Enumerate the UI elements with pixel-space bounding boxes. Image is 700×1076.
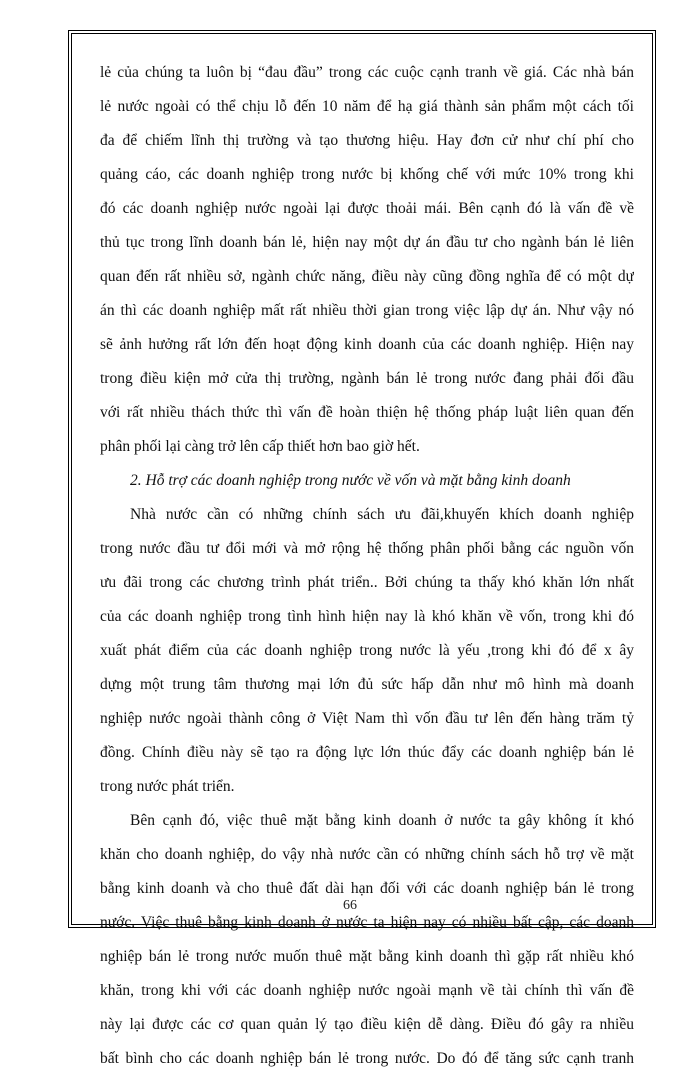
text-line: nghiệp nước ngoài thành công ở Việt Nam thì vốn đầu tư lên đến hàng trăm tỷ [100,710,634,727]
text-line: nước. Việc thuê bằng kinh doanh ở nước ta hiện nay có nhiều bất cập, các doanh [100,914,634,931]
text-line: bất bình cho các doanh nghiệp bán lẻ trong nước. Do đó để tăng sức cạnh tranh [100,1050,634,1067]
paragraph-1 [100,56,634,464]
paragraph-3 [100,804,634,1076]
text-line: của các doanh nghiệp trong tình hình hiện nay là khó khăn về vốn, trong khi đó [100,608,634,625]
page-number: 66 [343,898,357,913]
text-line: trong điều kiện mở cửa thị trường, ngành bán lẻ trong nước đang phải đối đầu [100,370,634,387]
text-line: với rất nhiều thách thức thì vấn đề hoàn thiện hệ thống pháp luật liên quan đến [100,404,634,421]
text-line: quảng cáo, các doanh nghiệp trong nước bị khống chế với mức 10% trong khi [100,166,634,183]
document-body [100,56,634,1076]
text-line: dựng một trung tâm thương mại lớn đủ sức hấp dẫn như mô hình mà doanh [100,676,634,693]
text-line: thủ tục trong lĩnh doanh bán lẻ, hiện nay một dự án đầu tư cho ngành bán lẻ liên [100,234,634,251]
text-line: lẻ nước ngoài có thể chịu lỗ đến 10 năm để hạ giá thành sản phẩm một cách tối [100,98,634,115]
text-line: quan đến rất nhiều sở, ngành chức năng, điều này cũng đồng nghĩa để có một dự [100,268,634,285]
text-line: đồng. Chính điều này sẽ tạo ra động lực lớn thúc đẩy các doanh nghiệp bán lẻ [100,744,634,761]
text-line: Nhà nước cần có những chính sách ưu đãi,khuyến khích doanh nghiệp [130,506,634,523]
text-line: nghiệp bán lẻ trong nước muốn thuê mặt bằng kinh doanh thì gặp rất nhiều khó [100,948,634,965]
section-heading: 2. Hỗ trợ các doanh nghiệp trong nước về vốn và mặt bằng kinh doanh [130,472,571,489]
text-line: bằng kinh doanh và cho thuê đất dài hạn đối với các doanh nghiệp bán lẻ trong [100,880,634,897]
text-line: Bên cạnh đó, việc thuê mặt bằng kinh doanh ở nước ta gây không ít khó [130,812,634,829]
text-line: phân phối lại càng trở lên cấp thiết hơn bao giờ hết. [100,438,420,455]
text-line: án thì các doanh nghiệp mất rất nhiều thời gian trong việc lập dự án. Như vậy nó [100,302,634,319]
text-line: lẻ của chúng ta luôn bị “đau đầu” trong các cuộc cạnh tranh về giá. Các nhà bán [100,64,634,81]
text-line: đa để chiếm lĩnh thị trường và tạo thương hiệu. Hay đơn cử như chí phí cho [100,132,634,149]
text-line: khăn cho doanh nghiệp, do vậy nhà nước cần có những chính sách hỗ trợ về mặt [100,846,634,863]
text-line: sẽ ảnh hưởng rất lớn đến hoạt động kinh doanh của các doanh nghiệp. Hiện nay [100,336,634,353]
text-line: khăn, trong khi với các doanh nghiệp nước ngoài mạnh về tài chính thì vấn đề [100,982,634,999]
text-line: trong nước đầu tư đổi mới và mở rộng hệ thống phân phối bằng các nguồn vốn [100,540,634,557]
text-line: ưu đãi trong các chương trình phát triển.. Bởi chúng ta thấy khó khăn lớn nhất [100,574,634,591]
text-line: xuất phát điểm của các doanh nghiệp trong nước là yếu ,trong khi đó để x ây [100,642,634,659]
text-line: đó các doanh nghiệp nước ngoài lại được thoải mái. Bên cạnh đó là vấn đề về [100,200,634,217]
text-line: này lại được các cơ quan quản lý tạo điều kiện dễ dàng. Điều đó gây ra nhiều [100,1016,634,1033]
paragraph-2 [100,498,634,804]
text-line: trong nước phát triển. [100,778,235,795]
